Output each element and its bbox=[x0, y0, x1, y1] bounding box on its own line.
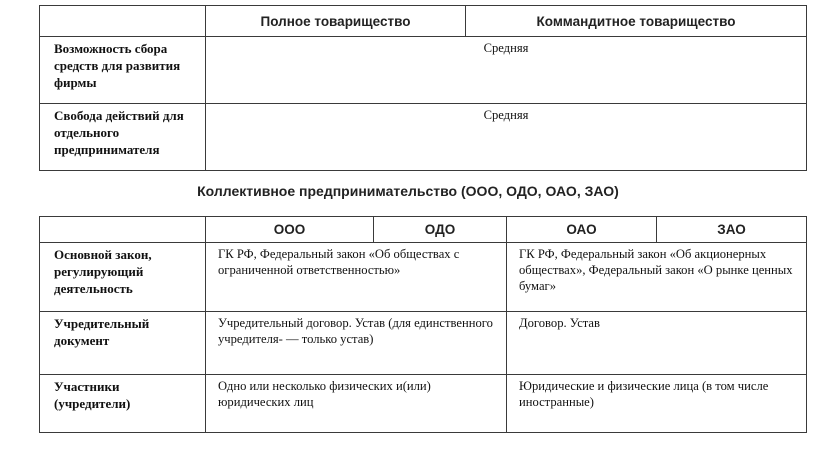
collective-table bbox=[39, 216, 807, 433]
founding-document-oao-zao: Договор. Устав bbox=[507, 312, 807, 375]
header-oao: ОАО bbox=[507, 217, 657, 243]
header-full-partnership: Полное товарищество bbox=[206, 6, 466, 37]
collective-title: Коллективное предпринимательство (ООО, ОДО, ОАО, ЗАО) bbox=[197, 183, 619, 199]
row-label-founding-document: Учредительный документ bbox=[40, 312, 206, 375]
value-fundraising: Средняя bbox=[206, 37, 807, 104]
row-label-freedom: Свобода действий для отдельного предпринимателя bbox=[40, 104, 206, 171]
header-empty-cell bbox=[40, 6, 206, 37]
header-empty-cell bbox=[40, 217, 206, 243]
table-row bbox=[40, 104, 807, 171]
row-label-main-law: Основной закон, регулирующий деятельность bbox=[40, 243, 206, 312]
row-label-fundraising: Возможность сбора средств для развития фирмы bbox=[40, 37, 206, 104]
table-row bbox=[40, 375, 807, 433]
participants-ooo-odo: Одно или несколько физических и(или) юридических лиц bbox=[206, 375, 507, 433]
row-label-participants: Участники (учредители) bbox=[40, 375, 206, 433]
table-row bbox=[40, 243, 807, 312]
table-header-row bbox=[40, 6, 807, 37]
main-law-ooo-odo: ГК РФ, Федеральный закон «Об обществах с ограниченной ответственностью» bbox=[206, 243, 507, 312]
founding-document-ooo-odo: Учредительный договор. Устав (для единственного учредителя- — только устав) bbox=[206, 312, 507, 375]
partnership-table bbox=[39, 5, 807, 171]
header-zao: ЗАО bbox=[657, 217, 807, 243]
participants-oao-zao: Юридические и физические лица (в том числе иностранные) bbox=[507, 375, 807, 433]
table-row bbox=[40, 37, 807, 104]
table-row bbox=[40, 312, 807, 375]
main-law-oao-zao: ГК РФ, Федеральный закон «Об акционерных обществах», Федеральный закон «О рынке ценных бумаг» bbox=[507, 243, 807, 312]
table-header-row bbox=[40, 217, 807, 243]
header-ooo: ООО bbox=[206, 217, 374, 243]
header-limited-partnership: Коммандитное товарищество bbox=[466, 6, 807, 37]
value-freedom: Средняя bbox=[206, 104, 807, 171]
header-odo: ОДО bbox=[374, 217, 507, 243]
